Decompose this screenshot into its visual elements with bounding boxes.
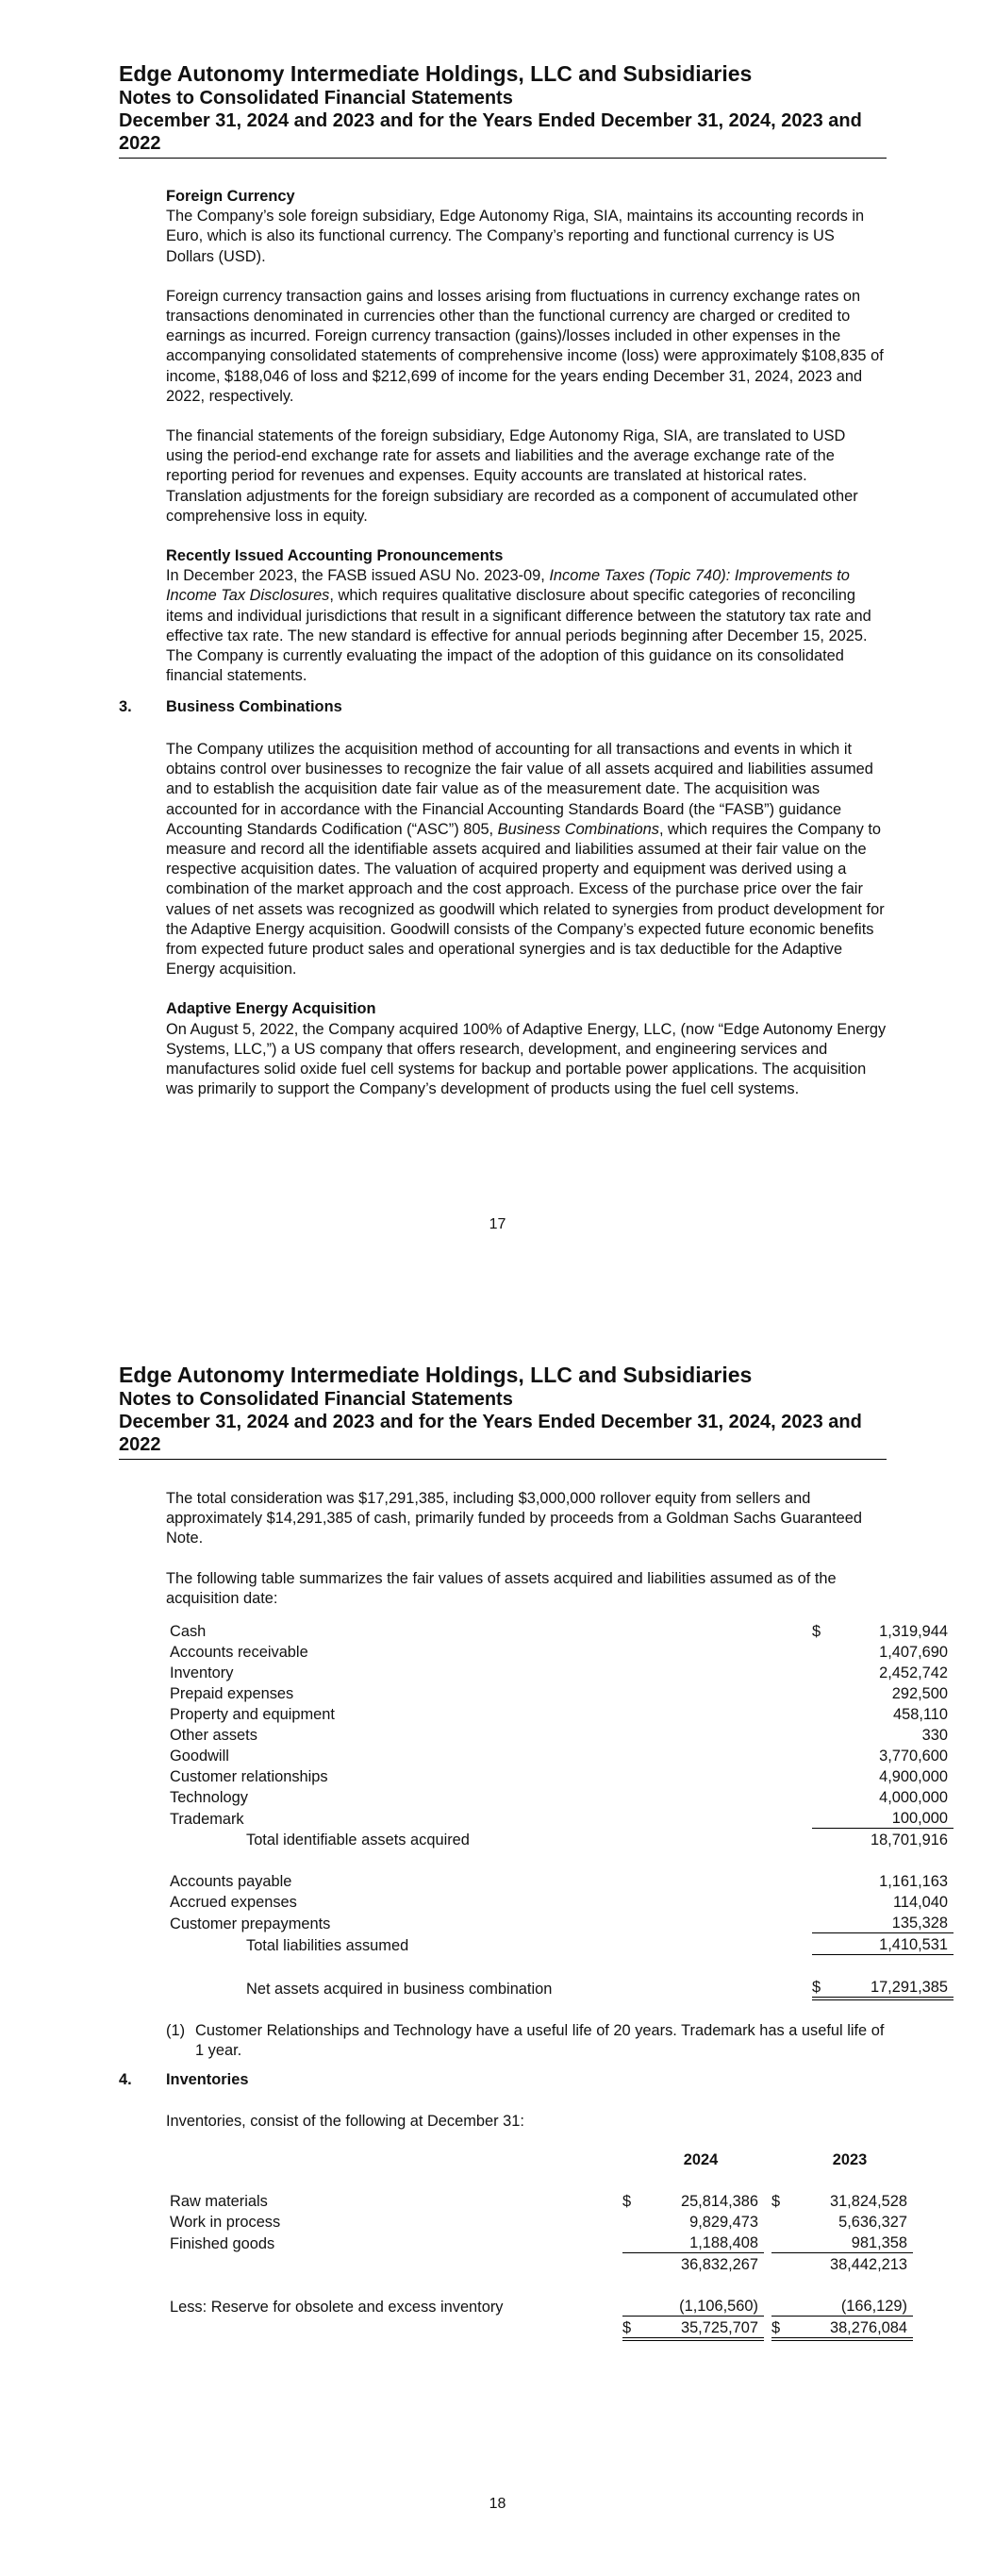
- foreign-currency-p1: The Company’s sole foreign subsidiary, Edge Autonomy Riga, SIA, maintains its accounting records in Euro, which is also its functional currency. The Company’s reporting and functional currency is US Dollars (USD).: [166, 208, 865, 265]
- consideration-text: The total consideration was $17,291,385, including $3,000,000 rollover equity from sellers and approximately $14,291,385 of cash, primarily funded by proceeds from a Goldman Sachs Guaranteed Note.: [166, 1490, 862, 1547]
- asset-row: [166, 1682, 954, 1703]
- section-number: 3.: [119, 698, 132, 715]
- row-value: 4,000,000: [879, 1789, 948, 1806]
- adaptive-energy-heading: Adaptive Energy Acquisition: [166, 1000, 376, 1018]
- dollar-sign: [812, 1786, 833, 1807]
- value-2024: 9,829,473: [689, 2214, 758, 2231]
- dollar-sign: $: [812, 1976, 833, 1999]
- row-label: Accounts receivable: [170, 1644, 308, 1661]
- business-combinations-text: [166, 740, 887, 979]
- year-header-row: [166, 2149, 913, 2169]
- inventory-row: [166, 2190, 913, 2211]
- consideration-section: [166, 1489, 887, 1629]
- row-value: 3,770,600: [879, 1748, 948, 1765]
- header-period: December 31, 2024 and 2023 and for the Years Ended December 31, 2024, 2023 and 2022: [119, 1412, 862, 1455]
- dollar-sign: [812, 1703, 833, 1724]
- liability-row: [166, 1870, 954, 1891]
- row-value: 2,452,742: [879, 1664, 948, 1681]
- asset-row: [166, 1620, 954, 1641]
- dollar-sign: [812, 1682, 833, 1703]
- liability-row: [166, 1912, 954, 1933]
- dollar-sign: $: [771, 2193, 781, 2210]
- row-value: 18,701,916: [870, 1832, 948, 1848]
- row-value: 1,319,944: [879, 1623, 948, 1640]
- row-label: Inventory: [170, 1664, 234, 1681]
- fair-value-table: [166, 1620, 954, 2000]
- total-2023: 38,276,084: [792, 2317, 913, 2340]
- asset-row: [166, 1641, 954, 1662]
- row-label: Less: Reserve for obsolete and excess inventory: [170, 2298, 504, 2316]
- page-header: [119, 1362, 887, 1460]
- dollar-sign: [771, 2232, 792, 2253]
- row-label: Accrued expenses: [170, 1894, 297, 1911]
- dollar-sign: [812, 1641, 833, 1662]
- adaptive-energy-text: On August 5, 2022, the Company acquired 100% of Adaptive Energy, LLC, (now “Edge Autonomy Energy Systems, LLC,”) a US company that offers research, development, and engineering services and manufactures solid oxide fuel cell systems for backup and portable power applications. The acquisition was primarily to support the Company’s development of products using the fuel cell systems.: [166, 1020, 887, 1098]
- row-label: Trademark: [170, 1810, 244, 1828]
- liability-row: [166, 1891, 954, 1912]
- total-2024: 35,725,707: [643, 2317, 764, 2340]
- year-2023-header: 2023: [832, 2151, 868, 2168]
- value-2023: 31,824,528: [829, 2193, 907, 2210]
- foreign-currency-p3: The financial statements of the foreign subsidiary, Edge Autonomy Riga, SIA, are translated to USD using the period-end exchange rate for assets and liabilities and the average exchange rate of the reporting period for revenues and expenses. Equity accounts are translated at historical rates. Translation adjustments for the foreign subsidiary are recorded as a component of accumulated other comprehensive loss in equity.: [166, 427, 858, 525]
- value-2024: 25,814,386: [680, 2193, 758, 2210]
- asset-row: [166, 1765, 954, 1786]
- row-label: Customer relationships: [170, 1768, 328, 1785]
- business-combinations-section: [166, 740, 887, 1119]
- header-subtitle: Notes to Consolidated Financial Statements: [119, 1389, 513, 1410]
- section-number: 4.: [119, 2071, 132, 2088]
- reserve-2023: (166,129): [792, 2295, 913, 2317]
- reserve-row: [166, 2295, 913, 2317]
- subtotal-2023: 38,442,213: [829, 2256, 907, 2273]
- footnote-marker: (1): [166, 2022, 186, 2039]
- page-number: 18: [489, 2496, 506, 2512]
- row-value: 330: [921, 1727, 948, 1744]
- inventory-row: [166, 2232, 913, 2253]
- dollar-sign: $: [771, 2317, 792, 2340]
- dollar-sign: [622, 2211, 643, 2232]
- dollar-sign: [622, 2232, 643, 2253]
- row-value: 100,000: [833, 1807, 954, 1829]
- company-name: Edge Autonomy Intermediate Holdings, LLC and Subsidiaries: [119, 61, 753, 86]
- net-assets-row: [166, 1976, 954, 1999]
- asset-row: [166, 1786, 954, 1807]
- asset-row: [166, 1745, 954, 1765]
- row-label: Prepaid expenses: [170, 1685, 294, 1702]
- row-label: Cash: [170, 1623, 207, 1640]
- foreign-currency-heading: Foreign Currency: [166, 188, 295, 205]
- row-value: 114,040: [892, 1894, 948, 1911]
- row-value: 1,407,690: [879, 1644, 948, 1661]
- reserve-2024: (1,106,560): [643, 2295, 764, 2317]
- inventory-table: [166, 2149, 913, 2341]
- dollar-sign: $: [812, 1623, 821, 1640]
- value-2023: 5,636,327: [838, 2214, 907, 2231]
- row-value: 292,500: [891, 1685, 948, 1702]
- page-18: [0, 1302, 995, 2576]
- italic-run: Business Combinations: [497, 820, 659, 838]
- dollar-sign: $: [622, 2193, 632, 2210]
- dollar-sign: $: [622, 2317, 643, 2340]
- row-value: 458,110: [892, 1706, 948, 1723]
- row-label: Total identifiable assets acquired: [246, 1832, 470, 1848]
- asset-row: [166, 1662, 954, 1682]
- page-number: 17: [489, 1216, 506, 1232]
- row-label: Raw materials: [170, 2193, 268, 2210]
- section-3-heading: [119, 698, 342, 716]
- dollar-sign: [812, 1724, 833, 1745]
- section-4-heading: [119, 2071, 248, 2089]
- recent-pronouncements-heading: Recently Issued Accounting Pronouncements: [166, 547, 504, 565]
- year-2024-header: 2024: [683, 2151, 719, 2168]
- section-title: Inventories: [166, 2071, 249, 2088]
- foreign-currency-section: [166, 187, 887, 706]
- row-label: Property and equipment: [170, 1706, 335, 1723]
- dollar-sign: [771, 2211, 792, 2232]
- subtotal-row: [166, 2253, 913, 2275]
- header-subtitle: Notes to Consolidated Financial Statements: [119, 88, 513, 109]
- row-label: Technology: [170, 1789, 248, 1806]
- inventories-intro: [166, 2112, 887, 2151]
- dollar-sign: [812, 1807, 833, 1829]
- dollar-sign: [812, 1662, 833, 1682]
- section-title: Business Combinations: [166, 698, 342, 715]
- page-header: [119, 60, 887, 159]
- row-value: 135,328: [833, 1912, 954, 1933]
- asset-row: [166, 1807, 954, 1829]
- recent-pronouncements-text: [166, 566, 887, 686]
- row-value: 1,161,163: [879, 1873, 948, 1890]
- row-label: Finished goods: [170, 2234, 275, 2252]
- company-name: Edge Autonomy Intermediate Holdings, LLC and Subsidiaries: [119, 1363, 753, 1387]
- row-label: Accounts payable: [170, 1873, 292, 1890]
- inventory-row: [166, 2211, 913, 2232]
- asset-row: [166, 1703, 954, 1724]
- inventories-intro-text: Inventories, consist of the following at December 31:: [166, 2113, 524, 2130]
- text-run: , which requires the Company to measure and record all the identifiable assets acquired and liabilities assumed at their fair value on the respective acquisition dates. The valuation of acquired property and equipment was derived using a combination of the market approach and the cost approach. Excess of the purchase price over the fair values of net assets was recognized as goodwill which related to synergies from product development for the Adaptive Energy acquisition. Goodwill consists of the Company’s expected future economic benefits from expected future product sales and operational synergies and is tax deductible for the Adaptive Energy acquisition.: [166, 820, 885, 979]
- row-label: Work in process: [170, 2214, 281, 2231]
- value-2024: 1,188,408: [643, 2232, 764, 2253]
- foreign-currency-p2: Foreign currency transaction gains and losses arising from fluctuations in currency exchange rates on transactions denominated in currencies other than the functional currency are charged or credited to earnings as incurred. Foreign currency transaction (gains)/losses included in other expenses in the accompanying consolidated statements of comprehensive income (loss) were approximately $108,835 of income, $188,046 of loss and $212,699 of income for the years ending December 31, 2024, 2023 and 2022, respectively.: [166, 287, 884, 405]
- asset-row: [166, 1724, 954, 1745]
- row-label: Goodwill: [170, 1748, 229, 1765]
- row-value: 17,291,385: [833, 1976, 954, 1999]
- dollar-sign: [812, 1765, 833, 1786]
- text-run: , which requires qualitative disclosure about specific categories of reconciling items and individual jurisdictions that result in a significant difference between the statutory tax rate and effective tax rate. The new standard is effective for annual periods beginning after December 15, 2025. The Company is currently evaluating the impact of the adoption of this guidance on its consolidated financial statements.: [166, 587, 871, 685]
- text-run: The Company utilizes the acquisition method of accounting for all transactions and events in which it obtains control over businesses to recognize the fair value of all assets acquired and liabilities assumed and to establish the acquisition date fair value as of the measurement date. The acquisition was accounted for in accordance with the Financial Accounting Standards Board (the “FASB”) guidance Accounting Standards Codification (“ASC”) 805,: [166, 741, 873, 838]
- subtotal-2024: 36,832,267: [680, 2256, 758, 2273]
- row-label: Customer prepayments: [170, 1915, 331, 1932]
- footnote: [166, 2021, 887, 2061]
- total-assets-row: [166, 1829, 954, 1850]
- header-period: December 31, 2024 and 2023 and for the Years Ended December 31, 2024, 2023 and 2022: [119, 110, 862, 154]
- footnote-text: Customer Relationships and Technology have a useful life of 20 years. Trademark has a useful life of 1 year.: [195, 2022, 885, 2060]
- row-label: Net assets acquired in business combination: [246, 1981, 553, 1998]
- row-value: 4,900,000: [879, 1768, 948, 1785]
- total-liabilities-row: [166, 1933, 954, 1955]
- total-inventory-row: [166, 2317, 913, 2340]
- text-run: In December 2023, the FASB issued ASU No. 2023-09,: [166, 567, 550, 585]
- dollar-sign: [812, 1745, 833, 1765]
- italic-run: Income Taxes (Topic 740): Improvements to Income Tax Disclosures: [166, 567, 850, 605]
- table-intro: The following table summarizes the fair values of assets acquired and liabilities assumed as of the acquisition date:: [166, 1569, 837, 1607]
- row-value: 1,410,531: [833, 1933, 954, 1955]
- row-label: Other assets: [170, 1727, 257, 1744]
- row-label: Total liabilities assumed: [246, 1936, 409, 1954]
- value-2023: 981,358: [792, 2232, 913, 2253]
